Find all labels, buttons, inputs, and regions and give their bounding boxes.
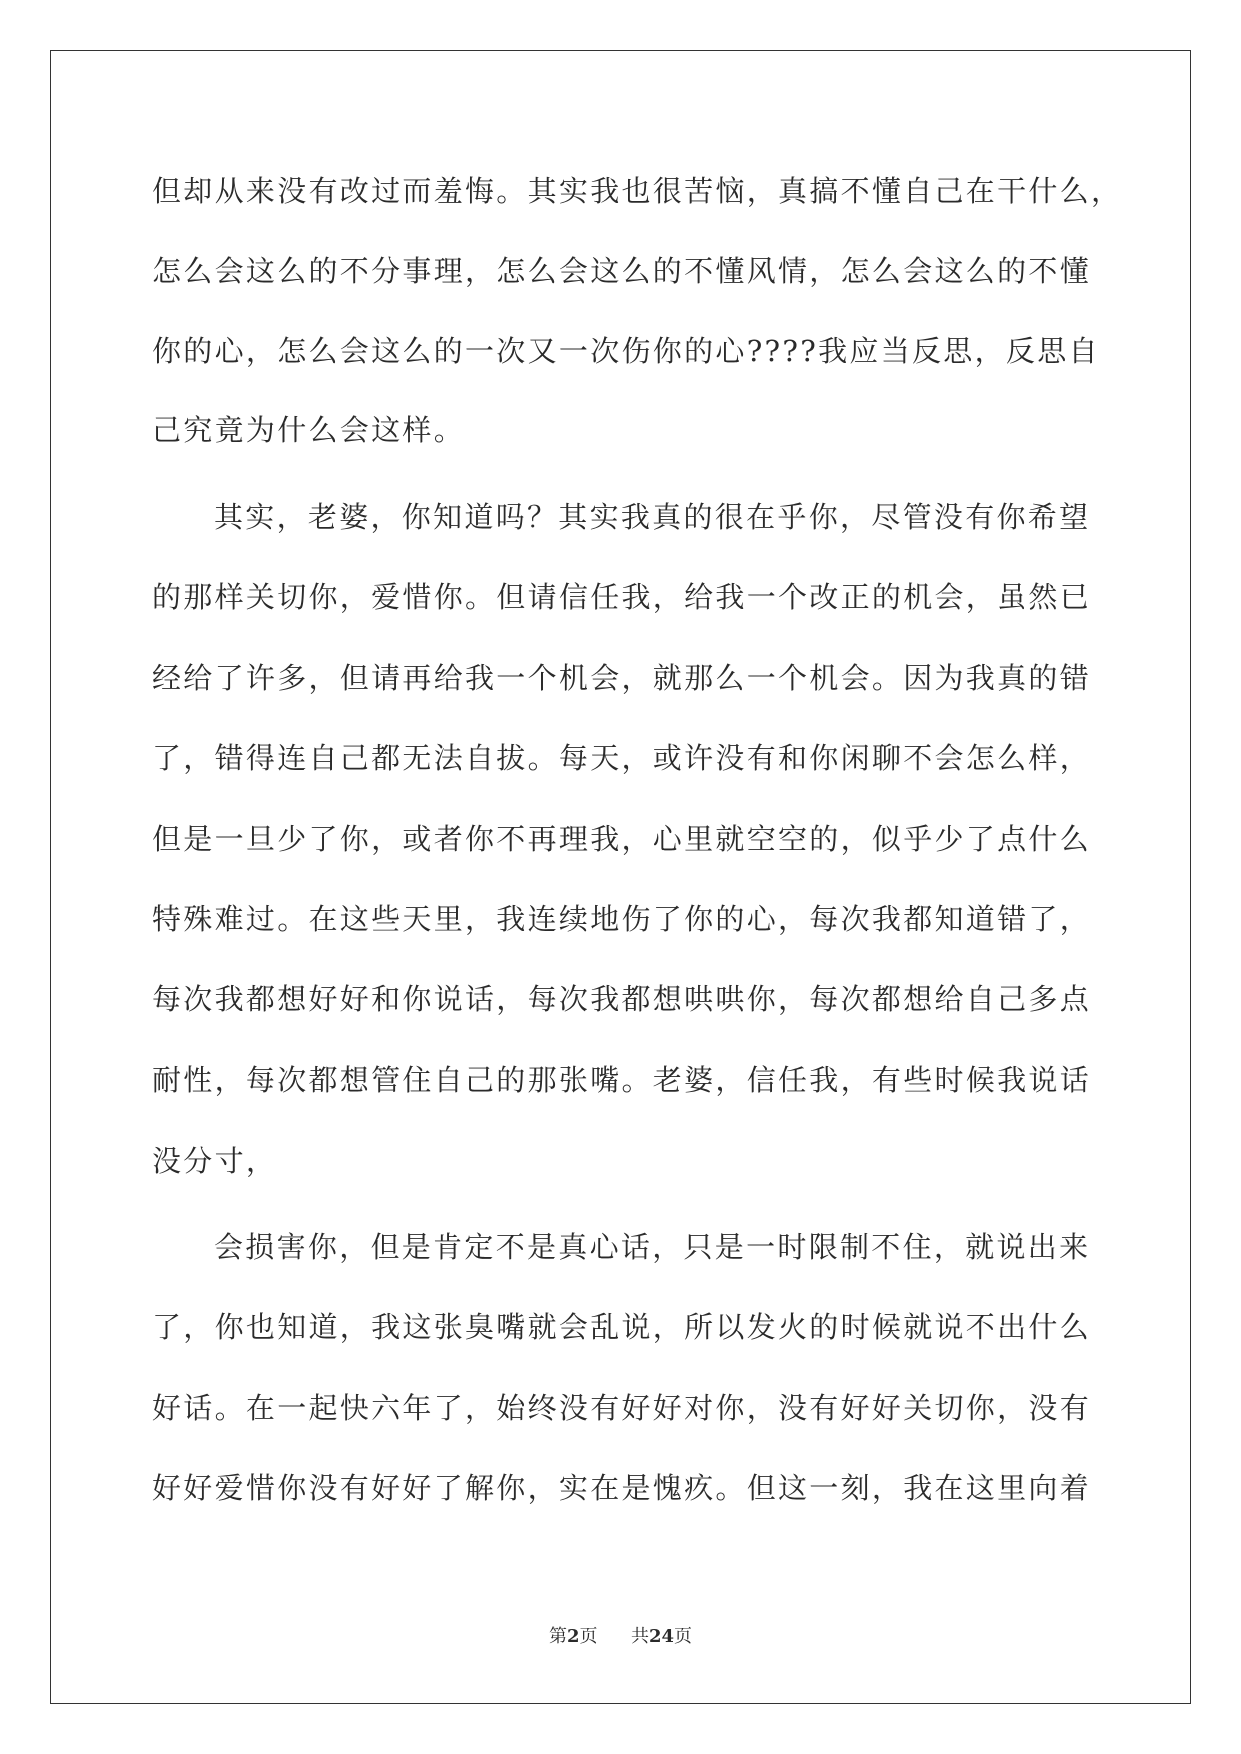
text-line: 但却从来没有改过而羞悔。其实我也很苦恼，真搞不懂自己在干什么， [152,174,1123,208]
text-line: 你的心，怎么会这么的一次又一次伤你的心????我应当反思，反思自 [152,334,1100,368]
text-line: 了，你也知道，我这张臭嘴就会乱说，所以发火的时候就说不出什么 [152,1310,1092,1344]
total-pages: 24 [648,1626,675,1647]
total-pages-indicator [631,1625,692,1649]
paragraph-first-line: 其实，老婆，你知道吗？其实我真的很在乎你，尽管没有你希望 [214,500,1091,534]
text-line: 了，错得连自己都无法自拔。每天，或许没有和你闲聊不会怎么样， [152,741,1092,775]
page-border [50,50,1191,1704]
page-footer [0,1625,1241,1649]
text-line: 的那样关切你，爱惜你。但请信任我，给我一个改正的机会，虽然已 [152,580,1092,614]
text-line: 怎么会这么的不分事理，怎么会这么的不懂风情，怎么会这么的不懂 [152,254,1092,288]
page-prefix: 第 [548,1626,567,1647]
text-line: 耐性，每次都想管住自己的那张嘴。老婆，信任我，有些时候我说话 [152,1063,1092,1097]
total-prefix: 共 [630,1626,649,1647]
page-indicator [549,1625,598,1649]
text-line: 己究竟为什么会这样。 [152,413,466,447]
page-suffix: 页 [579,1626,598,1647]
text-line: 好好爱惜你没有好好了解你，实在是愧疚。但这一刻，我在这里向着 [152,1471,1092,1505]
text-line: 每次我都想好好和你说话，每次我都想哄哄你，每次都想给自己多点 [152,982,1092,1016]
total-suffix: 页 [674,1626,693,1647]
text-line: 但是一旦少了你，或者你不再理我，心里就空空的，似乎少了点什么 [152,822,1092,856]
paragraph-first-line: 会损害你，但是肯定不是真心话，只是一时限制不住，就说出来 [214,1230,1091,1264]
text-line: 经给了许多，但请再给我一个机会，就那么一个机会。因为我真的错 [152,661,1092,695]
text-line: 没分寸， [152,1144,278,1178]
page-number: 2 [566,1626,580,1647]
text-line: 好话。在一起快六年了，始终没有好好对你，没有好好关切你，没有 [152,1391,1092,1425]
text-line: 特殊难过。在这些天里，我连续地伤了你的心，每次我都知道错了， [152,902,1092,936]
